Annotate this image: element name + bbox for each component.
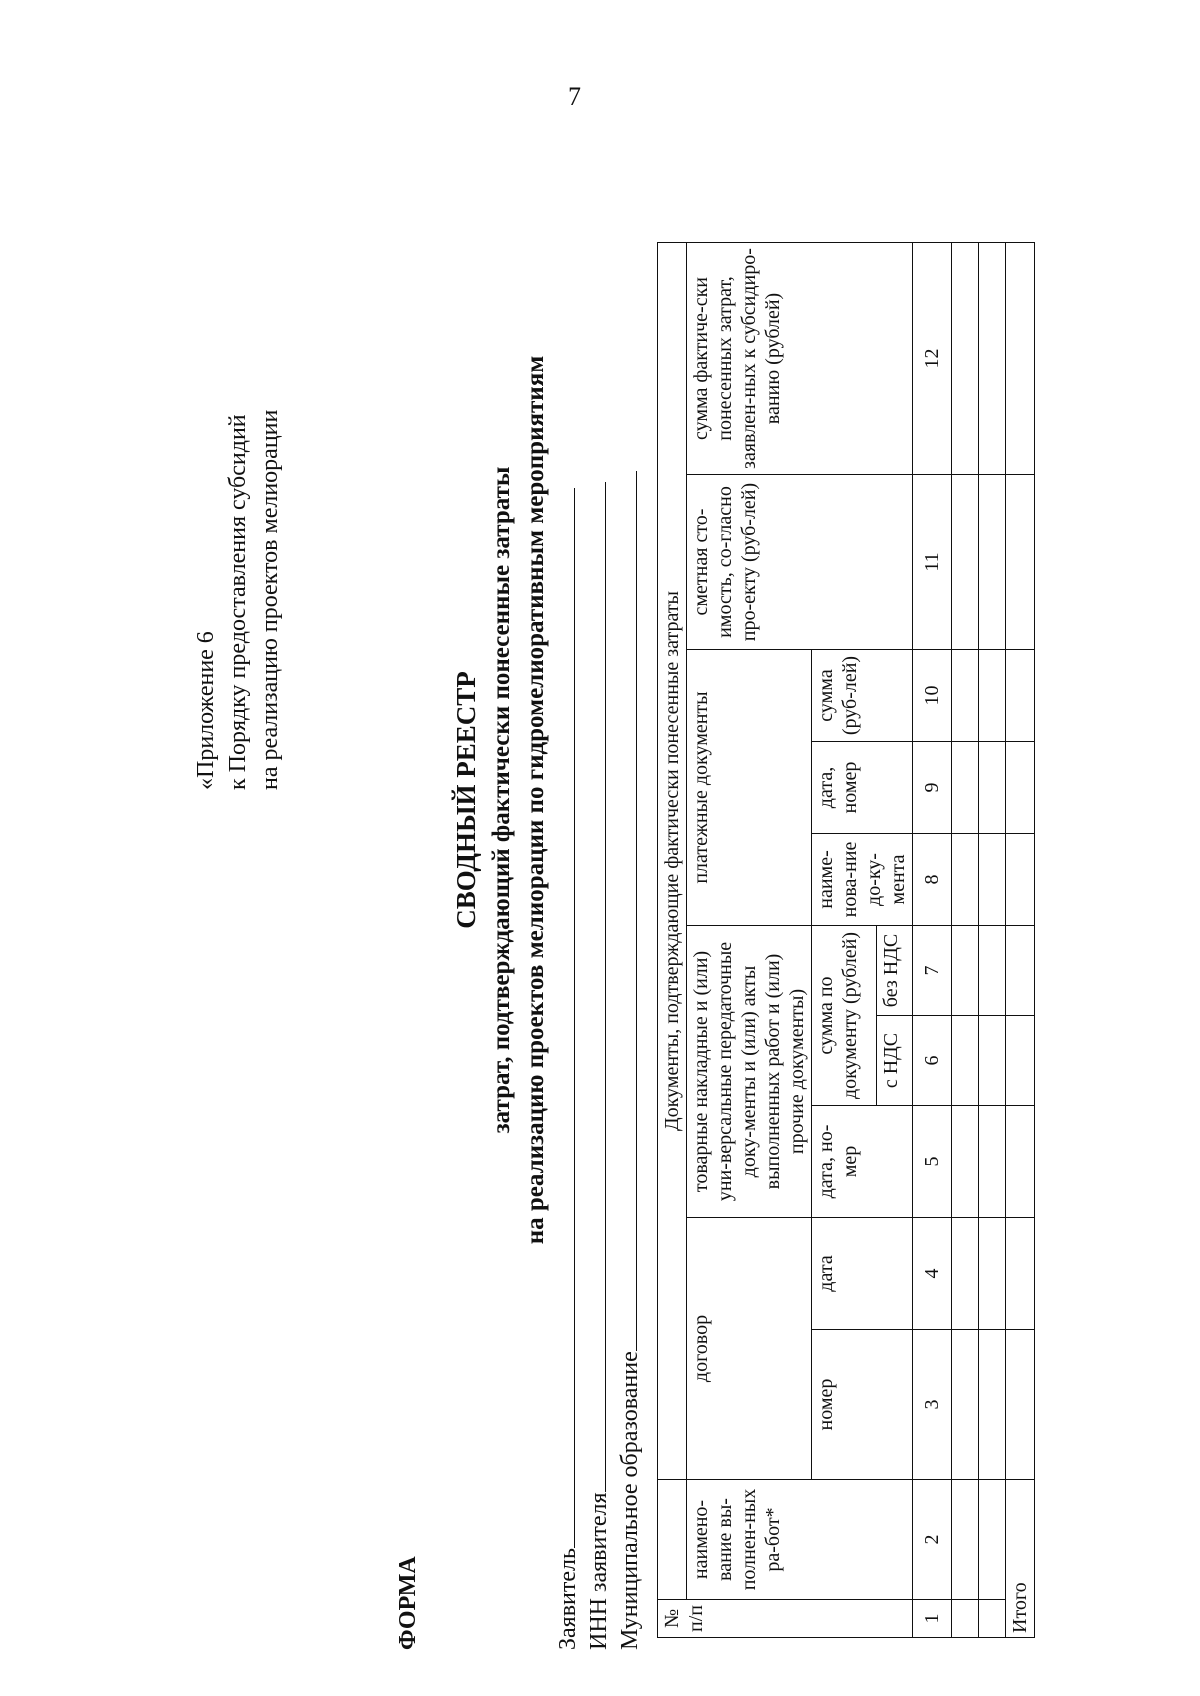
table-cell[interactable] bbox=[952, 742, 979, 834]
table-cell[interactable] bbox=[979, 1016, 1006, 1106]
appendix-line-2: к Порядку предоставления субсидий bbox=[225, 414, 251, 790]
table-cell[interactable] bbox=[952, 243, 979, 475]
column-number: 9 bbox=[913, 742, 952, 834]
header-invoice-date-number: дата, но-мер bbox=[812, 1106, 913, 1218]
total-label: Итого bbox=[1006, 1480, 1035, 1638]
appendix-line-3: на реализацию проектов мелиорации bbox=[257, 409, 283, 790]
header-docs-group: Документы, подтверждающие фактически понесенные затраты bbox=[658, 243, 687, 1480]
header-contract: договор bbox=[687, 1218, 812, 1480]
title-sub-2: на реализацию проектов мелиорации по гидромелиоративным мероприятиям bbox=[522, 355, 549, 1245]
header-payment-date-number: дата, номер bbox=[812, 742, 913, 834]
column-number: 7 bbox=[913, 926, 952, 1016]
table-cell[interactable] bbox=[1006, 834, 1035, 926]
inn-label: ИНН заявителя bbox=[586, 1492, 612, 1650]
table-cell[interactable] bbox=[1006, 926, 1035, 1016]
table-cell[interactable] bbox=[979, 243, 1006, 475]
column-number: 6 bbox=[913, 1016, 952, 1106]
table-cell[interactable] bbox=[979, 650, 1006, 742]
column-number: 8 bbox=[913, 834, 952, 926]
table-cell[interactable] bbox=[952, 1330, 979, 1480]
table-cell[interactable] bbox=[979, 834, 1006, 926]
form-label: ФОРМА bbox=[395, 1556, 421, 1650]
appendix-line-1: «Приложение 6 bbox=[193, 631, 219, 790]
title-main: СВОДНЫЙ РЕЕСТР bbox=[451, 671, 481, 929]
document-title bbox=[447, 250, 553, 1350]
table-cell[interactable] bbox=[1006, 1330, 1035, 1480]
municipality-fill-line bbox=[614, 471, 637, 1351]
table-cell[interactable] bbox=[979, 475, 1006, 650]
column-number: 4 bbox=[913, 1218, 952, 1330]
column-number: 2 bbox=[913, 1480, 952, 1600]
table-cell[interactable] bbox=[952, 834, 979, 926]
header-no: № п/п bbox=[658, 1600, 913, 1638]
table-cell[interactable] bbox=[979, 1218, 1006, 1330]
applicant-fill-line bbox=[552, 488, 575, 1548]
header-invoice-sum: сумма по документу (рублей) bbox=[812, 926, 877, 1106]
table-cell[interactable] bbox=[979, 1600, 1006, 1638]
page-number: 7 bbox=[568, 82, 581, 111]
table-cell[interactable] bbox=[952, 1016, 979, 1106]
table-cell[interactable] bbox=[952, 1106, 979, 1218]
applicant-field bbox=[552, 450, 583, 1650]
header-invoices: товарные накладные и (или) уни-версальные передаточные доку-менты и (или) акты выполненных работ и (или) прочие документы) bbox=[687, 926, 812, 1218]
table-cell[interactable] bbox=[1006, 742, 1035, 834]
column-number: 5 bbox=[913, 1106, 952, 1218]
column-number: 1 bbox=[913, 1600, 952, 1638]
applicant-label: Заявитель bbox=[555, 1548, 581, 1650]
column-numbers-row bbox=[913, 243, 952, 1638]
table-cell[interactable] bbox=[952, 926, 979, 1016]
header-without-vat: без НДС bbox=[877, 926, 913, 1016]
table-cell[interactable] bbox=[952, 1480, 979, 1600]
total-row bbox=[1006, 243, 1035, 1638]
table-cell[interactable] bbox=[1006, 243, 1035, 475]
empty-row bbox=[952, 243, 979, 1638]
registry-table bbox=[657, 242, 1035, 1638]
header-contract-number: номер bbox=[812, 1330, 913, 1480]
header-actual-sum: сумма фактиче-ски понесенных затрат, заявлен-ных к субсидиро-ванию (рублей) bbox=[687, 243, 913, 475]
header-payment-docs: платежные документы bbox=[687, 650, 812, 926]
table-cell[interactable] bbox=[952, 475, 979, 650]
column-number: 11 bbox=[913, 475, 952, 650]
column-number: 12 bbox=[913, 243, 952, 475]
inn-fill-line bbox=[583, 483, 606, 1493]
table-cell[interactable] bbox=[979, 742, 1006, 834]
table-cell[interactable] bbox=[979, 1480, 1006, 1600]
table-cell[interactable] bbox=[1006, 1218, 1035, 1330]
table-cell[interactable] bbox=[952, 650, 979, 742]
table-cell[interactable] bbox=[1006, 650, 1035, 742]
table-cell[interactable] bbox=[979, 1106, 1006, 1218]
table-cell[interactable] bbox=[979, 926, 1006, 1016]
header-with-vat: с НДС bbox=[877, 1016, 913, 1106]
empty-row bbox=[979, 243, 1006, 1638]
municipality-field bbox=[614, 450, 645, 1650]
header-estimate: сметная сто-имость, со-гласно про-екту (руб-лей) bbox=[687, 475, 913, 650]
applicant-fields bbox=[552, 450, 645, 1650]
header-payment-name: наиме-нова-ние до-ку-мента bbox=[812, 834, 913, 926]
header-contract-date: дата bbox=[812, 1218, 913, 1330]
landscape-content bbox=[170, 150, 1070, 1650]
inn-field bbox=[583, 450, 614, 1650]
header-payment-sum: сумма (руб-лей) bbox=[812, 650, 913, 742]
table-cell[interactable] bbox=[952, 1600, 979, 1638]
header-work-name: наимено-вание вы-полнен-ных ра-бот* bbox=[687, 1480, 913, 1600]
table-cell[interactable] bbox=[1006, 475, 1035, 650]
title-sub-1: затрат, подтверждающий фактически понесенные затраты bbox=[488, 466, 515, 1134]
municipality-label: Муниципальное образование bbox=[617, 1351, 643, 1650]
table-cell[interactable] bbox=[1006, 1106, 1035, 1218]
table-cell[interactable] bbox=[979, 1330, 1006, 1480]
column-number: 3 bbox=[913, 1330, 952, 1480]
appendix-header bbox=[190, 150, 286, 790]
header-empty bbox=[658, 1480, 687, 1600]
table-cell[interactable] bbox=[1006, 1016, 1035, 1106]
table-cell[interactable] bbox=[952, 1218, 979, 1330]
column-number: 10 bbox=[913, 650, 952, 742]
